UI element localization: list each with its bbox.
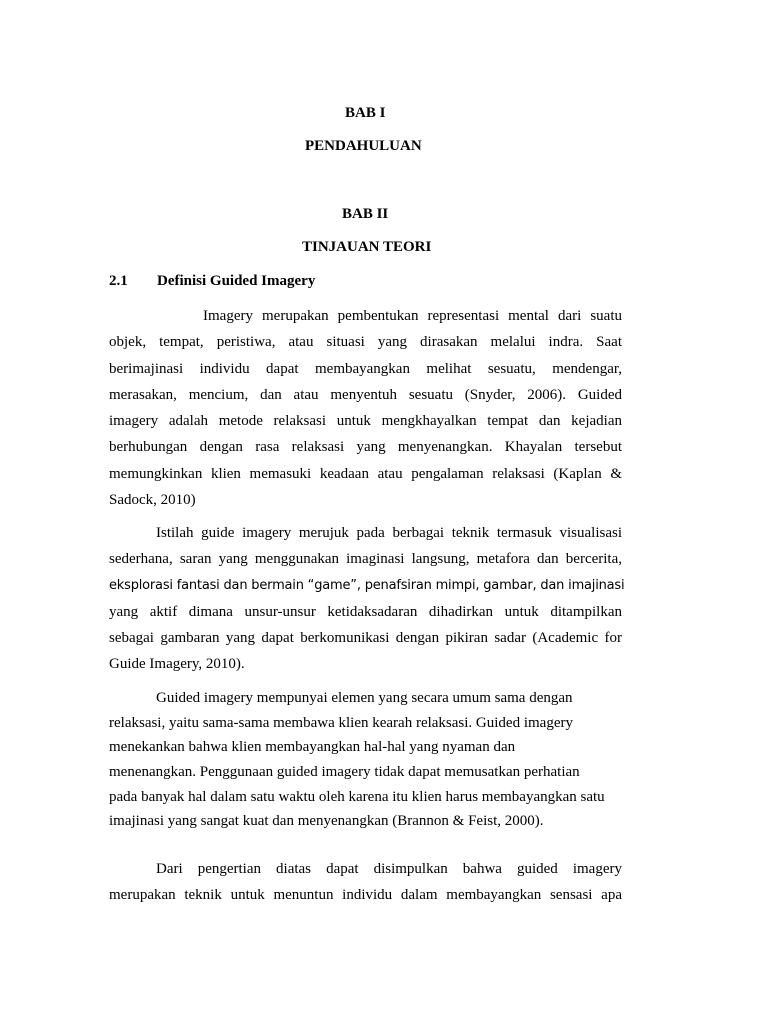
text-line: yang aktif dimana unsur-unsur ketidaksadaran dihadirkan untuk ditampilkan	[109, 603, 622, 620]
text-line: berhubungan dengan rasa relaksasi yang menyenangkan. Khayalan tersebut	[109, 439, 622, 456]
text-line: Istilah guide imagery merujuk pada berbagai teknik termasuk visualisasi	[156, 525, 622, 541]
chapter-title-pendahuluan: PENDAHULUAN	[305, 138, 422, 154]
text-line: Imagery merupakan pembentukan representasi mental dari suatu	[203, 308, 622, 324]
section-title: Definisi Guided Imagery	[157, 273, 316, 289]
text-line: imagery adalah metode relaksasi untuk mengkhayalkan tempat dan kejadian	[109, 413, 622, 430]
text-line: relaksasi, yaitu sama-sama membawa klien kearah relaksasi. Guided imagery	[109, 714, 573, 731]
chapter-title-tinjauan-teori: TINJAUAN TEORI	[302, 239, 432, 255]
text-line: sebagai gambaran yang dapat berkomunikasi dengan pikiran sadar (Academic for	[109, 630, 622, 647]
text-line: Guided imagery mempunyai elemen yang secara umum sama dengan	[156, 690, 573, 706]
paragraph-4	[109, 856, 622, 909]
paragraph-3	[109, 686, 622, 834]
chapter-heading-bab-2: BAB II	[342, 206, 389, 222]
text-line: memungkinkan klien memasuki keadaan atau pengalaman relaksasi (Kaplan &	[109, 465, 622, 482]
text-line: Guide Imagery, 2010).	[109, 656, 245, 673]
text-line: objek, tempat, peristiwa, atau situasi yang dirasakan melalui indra. Saat	[109, 334, 622, 351]
text-line: sederhana, saran yang menggunakan imaginasi langsung, metafora dan bercerita,	[109, 551, 622, 568]
paragraph-2	[109, 520, 625, 678]
text-line: pada banyak hal dalam satu waktu oleh karena itu klien harus membayangkan satu	[109, 788, 605, 805]
section-number: 2.1	[109, 273, 128, 289]
text-line: berimajinasi individu dapat membayangkan melihat sesuatu, mendengar,	[109, 360, 622, 377]
text-line: Dari pengertian diatas dapat disimpulkan bahwa guided imagery	[156, 861, 622, 877]
text-line: menekankan bahwa klien membayangkan hal-hal yang nyaman dan	[109, 739, 516, 756]
text-line: menenangkan. Penggunaan guided imagery tidak dapat memusatkan perhatian	[109, 764, 580, 781]
text-line: merupakan teknik untuk menuntun individu dalam membayangkan sensasi apa	[109, 887, 622, 904]
chapter-heading-bab-1: BAB I	[345, 105, 386, 121]
text-line: merasakan, mencium, dan atau menyentuh sesuatu (Snyder, 2006). Guided	[109, 386, 622, 403]
text-line: imajinasi yang sangat kuat dan menyenangkan (Brannon & Feist, 2000).	[109, 813, 544, 830]
text-line: eksplorasi fantasi dan bermain “game”, penafsiran mimpi, gambar, dan imajinasi	[109, 577, 625, 593]
paragraph-1	[109, 303, 622, 513]
section-heading	[109, 272, 315, 290]
text-line: Sadock, 2010)	[109, 492, 196, 509]
